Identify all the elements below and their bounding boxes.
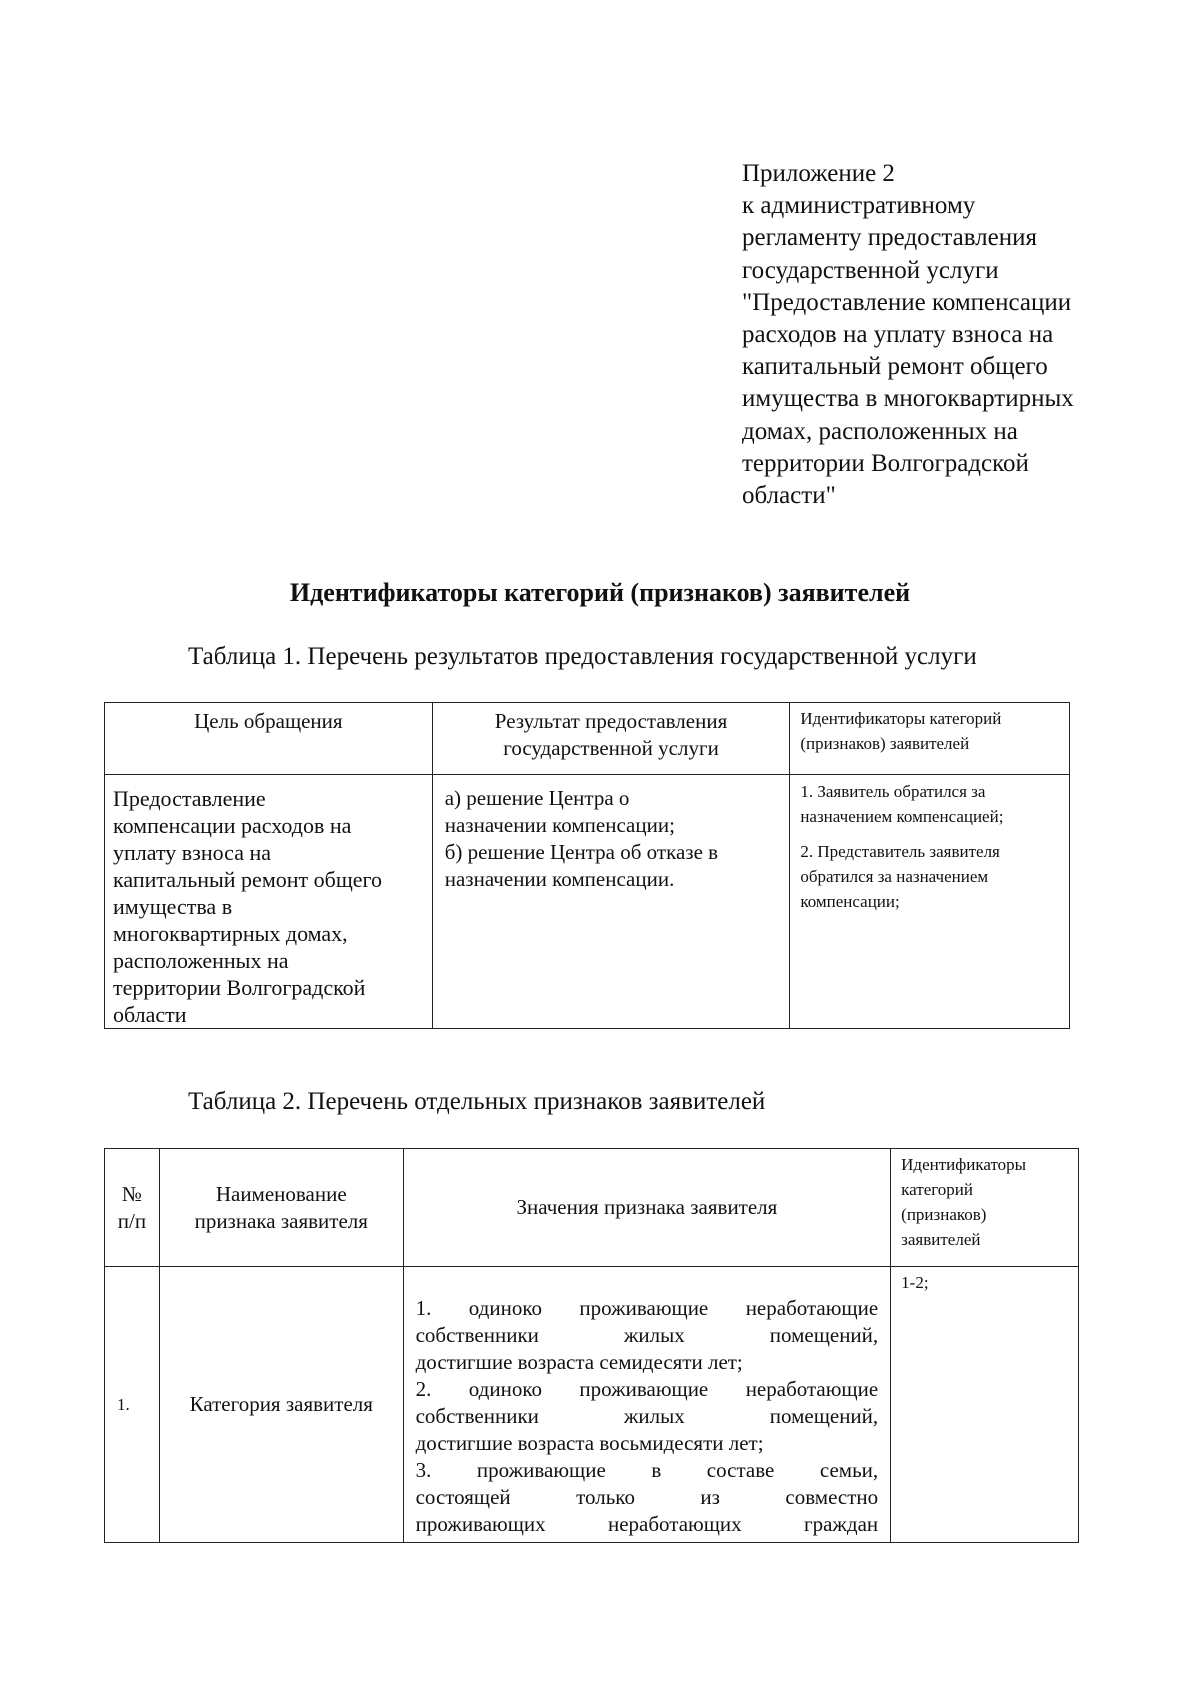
header-attribute-name: Наименование признака заявителя xyxy=(159,1149,403,1267)
table-row xyxy=(105,1267,1079,1543)
header-number: № п/п xyxy=(105,1149,160,1267)
cell-result: а) решение Центра о назначении компенсации; б) решение Центра об отказе в назначении компенсации. xyxy=(432,775,790,1029)
appendix-line: Приложение 2 xyxy=(742,160,895,187)
cell-identifiers xyxy=(790,775,1070,1029)
appendix-line: регламенту предоставления xyxy=(742,224,1038,252)
appendix-line: капитальный ремонт общего xyxy=(742,353,1048,381)
table-header-row xyxy=(105,703,1070,775)
table2-caption: Таблица 2. Перечень отдельных признаков заявителей xyxy=(188,1088,766,1115)
table-row xyxy=(105,775,1070,1029)
header-identifiers: Идентификаторы категорий (признаков) заявителей xyxy=(790,703,1070,775)
header-identifiers: Идентификаторы категорий (признаков) заявителей xyxy=(891,1149,1079,1267)
appendix-line: имущества в многоквартирных xyxy=(742,385,1074,413)
table1-caption: Таблица 1. Перечень результатов предоставления государственной услуги xyxy=(188,643,977,670)
appendix-line: расходов на уплату взноса на xyxy=(742,321,1054,349)
appendix-line: домах, расположенных на xyxy=(742,417,1018,445)
cell-attribute-name: Категория заявителя xyxy=(159,1267,403,1543)
cell-goal: Предоставление компенсации расходов на уплату взноса на капитальный ремонт общего имущества в многоквартирных домах, расположенных на территории Волгоградской области xyxy=(105,775,433,1029)
cell-attribute-values: 1. одиноко проживающие неработающие собственники жилых помещений, достигшие возраста семидесяти лет; 2. одиноко проживающие неработающие собственники жилых помещений, достигшие возраста восьмидесяти лет; 3. проживающие в составе семьи, состоящей только из совместно проживающих неработающих граждан xyxy=(403,1267,891,1543)
appendix-line: "Предоставление компенсации xyxy=(742,288,1072,316)
table-header-row xyxy=(105,1149,1079,1267)
header-attribute-values: Значения признака заявителя xyxy=(403,1149,891,1267)
header-goal: Цель обращения xyxy=(105,703,433,775)
document-title: Идентификаторы категорий (признаков) заявителей xyxy=(289,578,911,607)
appendix-line: области" xyxy=(742,482,836,510)
appendix-line: к административному xyxy=(742,192,976,220)
header-result: Результат предоставления государственной услуги xyxy=(432,703,790,775)
appendix-line: государственной услуги xyxy=(742,256,999,284)
identifier-item: 2. Представитель заявителя обратился за назначением компенсации; xyxy=(800,842,1000,911)
cell-number: 1. xyxy=(105,1267,160,1543)
results-table xyxy=(104,702,1070,1029)
appendix-line: территории Волгоградской xyxy=(742,449,1029,477)
identifier-item: 1. Заявитель обратился за назначением компенсацией; xyxy=(800,782,1004,826)
cell-identifiers: 1-2; xyxy=(891,1267,1079,1543)
applicant-attributes-table xyxy=(104,1148,1079,1543)
appendix-block xyxy=(742,158,1162,512)
